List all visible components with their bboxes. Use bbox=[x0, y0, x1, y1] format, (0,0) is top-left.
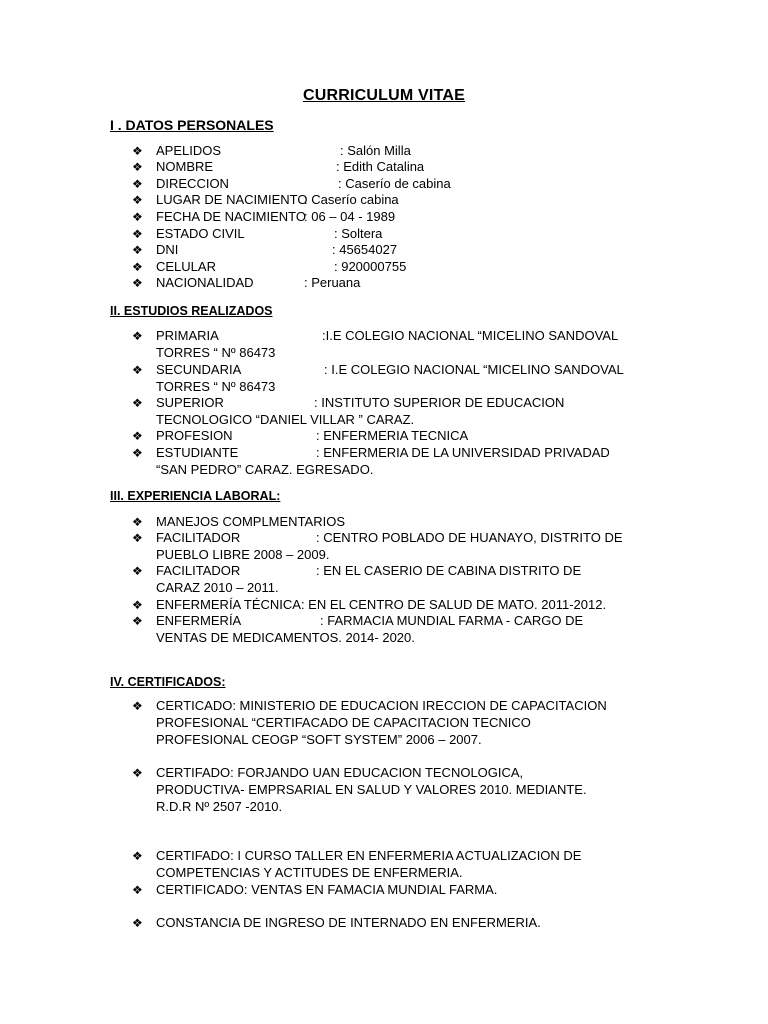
personal-row bbox=[132, 192, 672, 209]
experience-item-label: FACILITADOR bbox=[156, 563, 241, 578]
personal-row bbox=[132, 259, 672, 276]
certificate-item bbox=[132, 848, 672, 882]
experience-item bbox=[132, 530, 672, 564]
personal-label: ESTADO CIVIL bbox=[156, 226, 245, 241]
certificate-line: PROFESIONAL CEOGP “SOFT SYSTEM” 2006 – 2007. bbox=[156, 731, 482, 747]
certificate-line: CERTIFADO: I CURSO TALLER EN ENFERMERIA ACTUALIZACION DE bbox=[156, 848, 582, 863]
personal-label: APELIDOS bbox=[156, 143, 222, 158]
bullet-icon: ❖ bbox=[132, 210, 143, 224]
experience-item-value: : FARMACIA MUNDIAL FARMA - CARGO DE bbox=[320, 613, 584, 628]
section-heading-personal: I . DATOS PERSONALES bbox=[110, 117, 274, 133]
experience-item-value: : EN EL CASERIO DE CABINA DISTRITO DE bbox=[316, 563, 582, 578]
personal-row bbox=[132, 242, 672, 259]
study-item bbox=[132, 328, 672, 362]
bullet-icon: ❖ bbox=[132, 193, 143, 207]
experience-item-continuation: PUEBLO LIBRE 2008 – 2009. bbox=[156, 546, 330, 562]
certificate-item bbox=[132, 882, 672, 899]
personal-value: : 06 – 04 - 1989 bbox=[304, 209, 396, 224]
study-item-label: SUPERIOR bbox=[156, 395, 224, 410]
experience-item-continuation: VENTAS DE MEDICAMENTOS. 2014- 2020. bbox=[156, 629, 415, 645]
section-heading-studies: II. ESTUDIOS REALIZADOS bbox=[110, 304, 273, 318]
bullet-icon: ❖ bbox=[132, 144, 143, 158]
study-item-label: PRIMARIA bbox=[156, 328, 219, 343]
personal-row bbox=[132, 159, 672, 176]
personal-label: NACIONALIDAD bbox=[156, 275, 254, 290]
personal-value: : Salón Milla bbox=[340, 143, 411, 158]
certificate-item bbox=[132, 698, 672, 748]
bullet-icon: ❖ bbox=[132, 699, 143, 713]
personal-value: : Peruana bbox=[304, 275, 361, 290]
study-item-label: SECUNDARIA bbox=[156, 362, 242, 377]
bullet-icon: ❖ bbox=[132, 429, 143, 443]
bullet-icon: ❖ bbox=[132, 446, 143, 460]
certificate-line: PROFESIONAL “CERTIFACADO DE CAPACITACION TECNICO bbox=[156, 714, 531, 730]
personal-label: LUGAR DE NACIMIENTO bbox=[156, 192, 308, 207]
bullet-icon: ❖ bbox=[132, 598, 143, 612]
experience-item-label: ENFERMERÍA bbox=[156, 613, 242, 628]
certificate-line: CERTIFADO: FORJANDO UAN EDUCACION TECNOLOGICA, bbox=[156, 765, 524, 780]
personal-label: DIRECCION bbox=[156, 176, 229, 191]
page-title: CURRICULUM VITAE bbox=[302, 87, 465, 104]
bullet-icon: ❖ bbox=[132, 766, 143, 780]
personal-value: : 45654027 bbox=[332, 242, 398, 257]
certificate-line: CERTIFICADO: VENTAS EN FAMACIA MUNDIAL FARMA. bbox=[156, 882, 498, 897]
bullet-icon: ❖ bbox=[132, 916, 143, 930]
bullet-icon: ❖ bbox=[132, 515, 143, 529]
certificate-item bbox=[132, 765, 672, 815]
study-item-value: : I.E COLEGIO NACIONAL “MICELINO SANDOVAL bbox=[324, 362, 624, 377]
personal-row bbox=[132, 143, 672, 160]
personal-row bbox=[132, 275, 672, 292]
experience-item-continuation: CARAZ 2010 – 2011. bbox=[156, 579, 279, 595]
certificate-line: CERTICADO: MINISTERIO DE EDUCACION IRECCION DE CAPACITACION bbox=[156, 698, 607, 713]
certificate-line: COMPETENCIAS Y ACTITUDES DE ENFERMERIA. bbox=[156, 864, 463, 880]
personal-value: : Caserío cabina bbox=[304, 192, 399, 207]
personal-label: FECHA DE NACIMIENTO bbox=[156, 209, 307, 224]
bullet-icon: ❖ bbox=[132, 363, 143, 377]
personal-value: : 920000755 bbox=[334, 259, 407, 274]
personal-value: : Caserío de cabina bbox=[338, 176, 451, 191]
bullet-icon: ❖ bbox=[132, 849, 143, 863]
study-item-value: : INSTITUTO SUPERIOR DE EDUCACION bbox=[314, 395, 565, 410]
experience-item-label: ENFERMERÍA TÉCNICA: EN EL CENTRO DE SALUD DE MATO. 2011-2012. bbox=[156, 597, 607, 612]
section-heading-certificates: IV. CERTIFICADOS: bbox=[110, 675, 226, 689]
certificate-line: R.D.R Nº 2507 -2010. bbox=[156, 798, 283, 814]
bullet-icon: ❖ bbox=[132, 177, 143, 191]
study-item-value: : ENFERMERIA DE LA UNIVERSIDAD PRIVADAD bbox=[316, 445, 610, 460]
bullet-icon: ❖ bbox=[132, 396, 143, 410]
bullet-icon: ❖ bbox=[132, 243, 143, 257]
personal-row bbox=[132, 176, 672, 193]
experience-item bbox=[132, 563, 672, 597]
personal-label: NOMBRE bbox=[156, 159, 214, 174]
bullet-icon: ❖ bbox=[132, 260, 143, 274]
bullet-icon: ❖ bbox=[132, 160, 143, 174]
personal-row bbox=[132, 226, 672, 243]
personal-value: : Edith Catalina bbox=[336, 159, 425, 174]
personal-row bbox=[132, 209, 672, 226]
study-item bbox=[132, 362, 672, 396]
study-item-continuation: “SAN PEDRO” CARAZ. EGRESADO. bbox=[156, 461, 374, 477]
personal-label: DNI bbox=[156, 242, 179, 257]
experience-item bbox=[132, 514, 672, 531]
experience-item bbox=[132, 613, 672, 647]
bullet-icon: ❖ bbox=[132, 276, 143, 290]
bullet-icon: ❖ bbox=[132, 614, 143, 628]
personal-value: : Soltera bbox=[334, 226, 383, 241]
personal-label: CELULAR bbox=[156, 259, 216, 274]
experience-item-label: MANEJOS COMPLMENTARIOS bbox=[156, 514, 346, 529]
study-item-label: PROFESION bbox=[156, 428, 233, 443]
experience-item-label: FACILITADOR bbox=[156, 530, 241, 545]
study-item-value: :I.E COLEGIO NACIONAL “MICELINO SANDOVAL bbox=[322, 328, 619, 343]
certificate-line: CONSTANCIA DE INGRESO DE INTERNADO EN ENFERMERIA. bbox=[156, 915, 541, 930]
study-item-label: ESTUDIANTE bbox=[156, 445, 239, 460]
bullet-icon: ❖ bbox=[132, 329, 143, 343]
study-item-continuation: TORRES “ Nº 86473 bbox=[156, 378, 276, 394]
experience-item bbox=[132, 597, 672, 614]
section-heading-experience: III. EXPERIENCIA LABORAL: bbox=[110, 489, 281, 503]
study-item-continuation: TECNOLOGICO “DANIEL VILLAR ” CARAZ. bbox=[156, 411, 415, 427]
certificate-line: PRODUCTIVA- EMPRSARIAL EN SALUD Y VALORES 2010. MEDIANTE. bbox=[156, 781, 587, 797]
study-item bbox=[132, 428, 672, 445]
experience-item-value: : CENTRO POBLADO DE HUANAYO, DISTRITO DE bbox=[316, 530, 623, 545]
study-item-value: : ENFERMERIA TECNICA bbox=[316, 428, 469, 443]
study-item bbox=[132, 395, 672, 429]
bullet-icon: ❖ bbox=[132, 531, 143, 545]
bullet-icon: ❖ bbox=[132, 564, 143, 578]
study-item-continuation: TORRES “ Nº 86473 bbox=[156, 344, 276, 360]
bullet-icon: ❖ bbox=[132, 883, 143, 897]
bullet-icon: ❖ bbox=[132, 227, 143, 241]
certificate-item bbox=[132, 915, 672, 932]
study-item bbox=[132, 445, 672, 479]
